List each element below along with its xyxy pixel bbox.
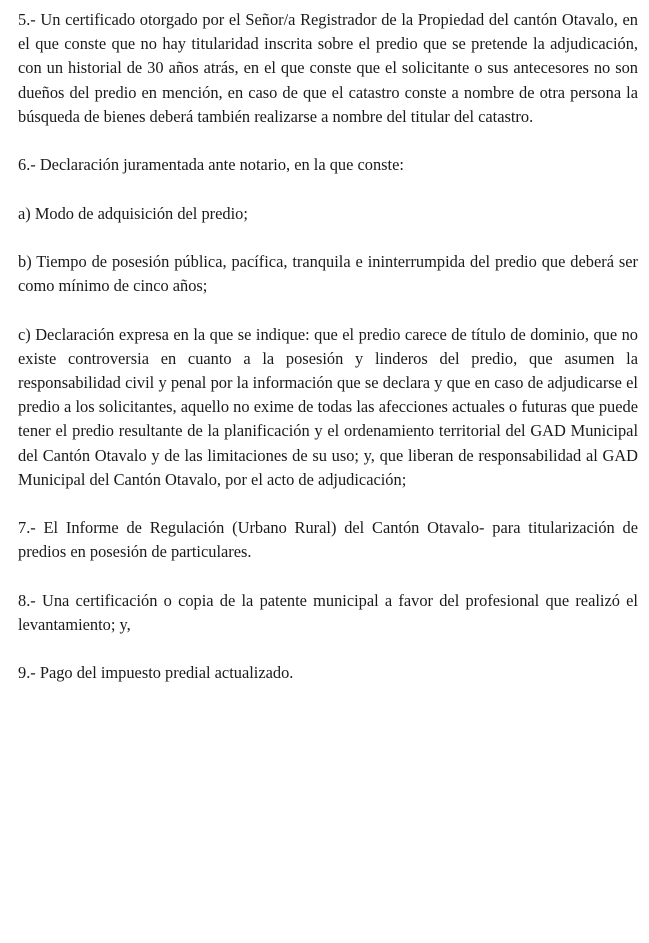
- document-page: [18, 8, 638, 686]
- paragraph-item-6a: a) Modo de adquisición del predio;: [18, 203, 248, 223]
- paragraph-item-9: 9.- Pago del impuesto predial actualizado.: [18, 663, 294, 683]
- paragraph-item-5: 5.- Un certificado otorgado por el Señor/a Registrador de la Propiedad del cantón Otavalo, en el que conste que no hay titularidad inscrita sobre el predio que se pretende la adjudicación, con un historial de 30 años atrás, en el que conste que el solicitante o sus antecesores no son dueños del predio en mención, en caso de que el catastro conste a nombre de otra persona la búsqueda de bienes deberá también realizarse a nombre del titular del catastro.: [18, 10, 638, 126]
- paragraph-item-8: 8.- Una certificación o copia de la patente municipal a favor del profesional que realizó el levantamiento; y,: [18, 590, 638, 634]
- paragraph-item-6b: b) Tiempo de posesión pública, pacífica, tranquila e ininterrumpida del predio que deberá ser como mínimo de cinco años;: [18, 251, 638, 296]
- paragraph-item-6c: c) Declaración expresa en la que se indique: que el predio carece de título de dominio, que no existe controversia en cuanto a la posesión y linderos del predio, que asumen la responsabilidad civil y penal por la información que se declara y que en caso de adjudicarse el predio a los solicitantes, aquello no exime de todas las afecciones actuales o futuras que puede tener el predio resultante de la planificación y el ordenamiento territorial del GAD Municipal del Cantón Otavalo y de las limitaciones de su uso; y, que liberan de responsabilidad al GAD Municipal del Cantón Otavalo, por el acto de adjudicación;: [18, 324, 638, 489]
- paragraph-item-7: 7.- El Informe de Regulación (Urbano Rural) del Cantón Otavalo- para titularización de predios en posesión de particulares.: [18, 518, 638, 562]
- paragraph-item-6: 6.- Declaración juramentada ante notario, en la que conste:: [18, 155, 404, 175]
